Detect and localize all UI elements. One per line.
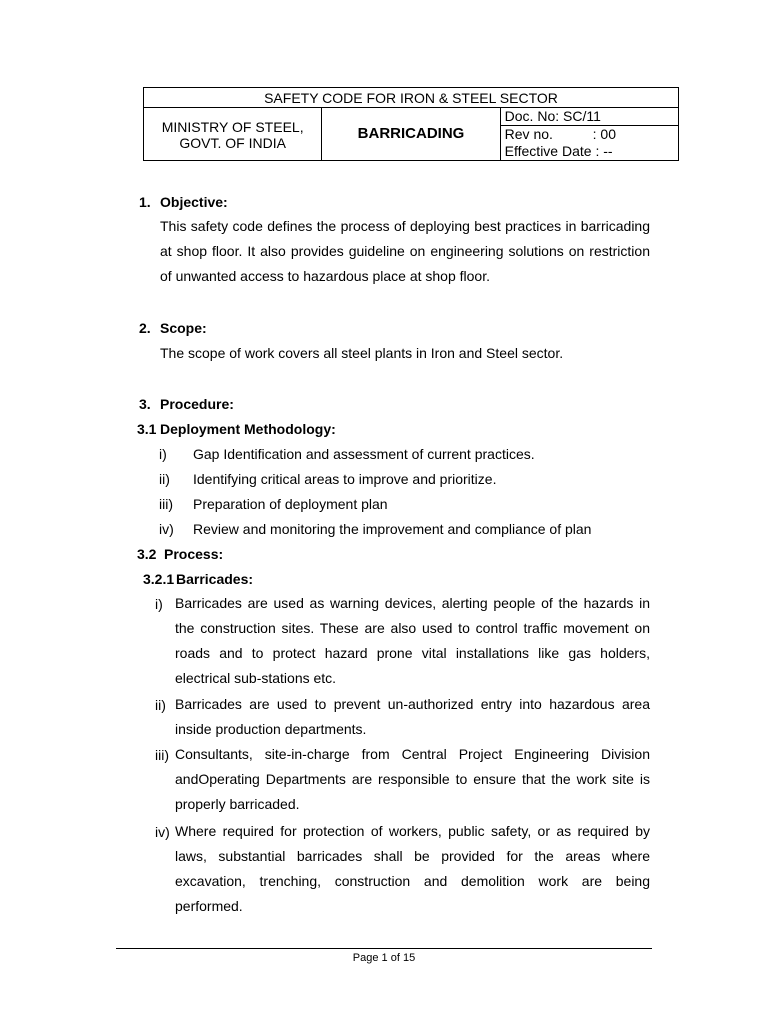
barricades-item-paragraph: [175, 819, 650, 919]
procedure-number: 3.: [139, 396, 151, 412]
procedure-heading: Procedure:: [160, 396, 234, 412]
org-line-1: MINISTRY OF STEEL,: [161, 119, 304, 135]
deployment-item-marker: ii): [159, 471, 170, 487]
scope-heading: Scope:: [160, 320, 207, 336]
deployment-item-marker: iii): [159, 496, 173, 512]
objective-number: 1.: [139, 194, 151, 210]
deployment-item-marker: iv): [159, 521, 174, 537]
barricades-item-text: Barricades are used to prevent un-authorized entry into hazardous area inside production departments.: [175, 696, 650, 737]
barricades-item-marker: iii): [155, 747, 169, 763]
document-header-table: [143, 87, 679, 161]
deployment-item-marker: i): [159, 446, 167, 462]
barricades-item-text: Where required for protection of workers, public safety, or as required by laws, substantial barricades shall be provided for the areas where excavation, trenching, construction and demolition work are being performed.: [175, 823, 650, 914]
deployment-item-text: Gap Identification and assessment of current practices.: [193, 446, 535, 462]
deployment-item-text: Preparation of deployment plan: [193, 496, 388, 512]
barricades-number: 3.2.1: [143, 571, 175, 587]
deployment-item-text: Identifying critical areas to improve and prioritize.: [193, 471, 497, 487]
barricades-item-marker: ii): [155, 697, 166, 713]
revision-label: Rev no.: [504, 126, 553, 142]
barricades-item-text: Barricades are used as warning devices, alerting people of the hazards in the construction sites. These are also used to control traffic movement on roads and to protect hazard prone vital installations like gas holders, electrical sub-stations etc.: [175, 595, 650, 686]
scope-text: The scope of work covers all steel plants in Iron and Steel sector.: [160, 345, 564, 361]
header-topic: BARRICADING: [322, 108, 500, 161]
process-number: 3.2: [137, 546, 157, 562]
deployment-number: 3.1: [137, 421, 157, 437]
barricades-item-paragraph: [175, 692, 650, 742]
page-number: Page 1 of 15: [352, 952, 416, 964]
barricades-item-text: Consultants, site-in-charge from Central Project Engineering Division andOperating Departments are responsible to ensure that the work site is properly barricaded.: [175, 746, 650, 812]
barricades-item-paragraph: [175, 591, 650, 691]
deployment-item-text: Review and monitoring the improvement and compliance of plan: [193, 521, 592, 537]
effective-date: Effective Date : --: [504, 143, 613, 159]
barricades-heading: Barricades:: [176, 571, 254, 587]
barricades-item-paragraph: [175, 742, 650, 817]
doc-number: Doc. No: SC/11: [504, 108, 601, 124]
header-organization: [144, 108, 322, 161]
revision-value: : 00: [592, 126, 617, 142]
deployment-heading: Deployment Methodology:: [160, 421, 336, 437]
objective-paragraph: [160, 214, 650, 289]
barricades-item-marker: i): [155, 596, 163, 612]
header-title: SAFETY CODE FOR IRON & STEEL SECTOR: [144, 88, 679, 108]
process-heading: Process:: [164, 546, 224, 562]
objective-heading: Objective:: [160, 194, 228, 210]
revision-number: [501, 125, 678, 143]
footer-divider: [116, 948, 652, 949]
barricades-item-marker: iv): [155, 824, 170, 840]
header-doc-meta: [500, 108, 678, 161]
scope-number: 2.: [139, 320, 151, 336]
objective-text: This safety code defines the process of deploying best practices in barricading at shop floor. It also provides guideline on engineering solutions on restriction of unwanted access to hazardous place at shop floor.: [160, 218, 650, 284]
org-line-2: GOVT. OF INDIA: [179, 135, 286, 151]
